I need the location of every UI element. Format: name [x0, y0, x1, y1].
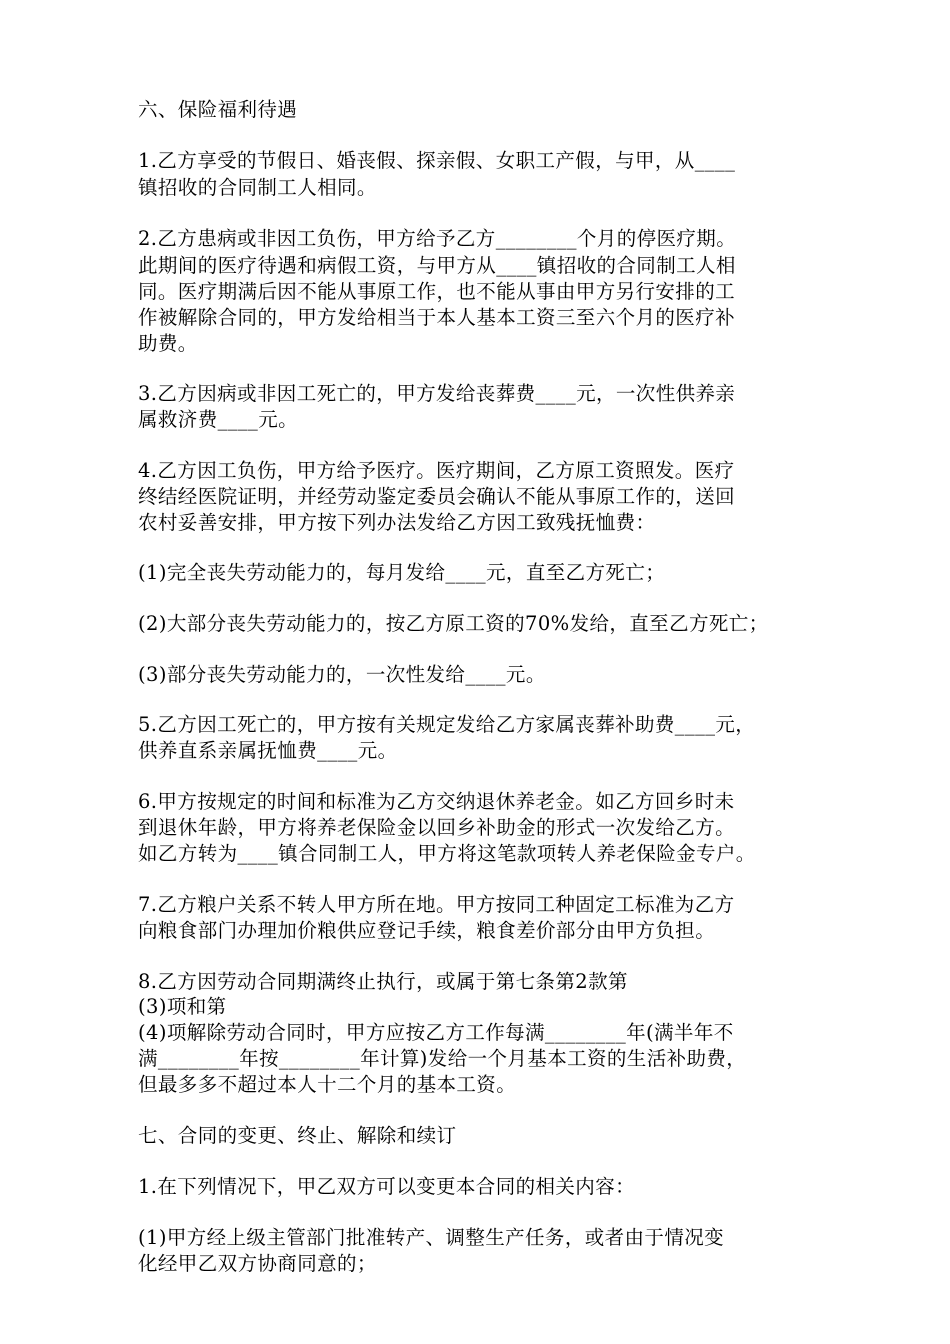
clause-7-line-1: 7.乙方粮户关系不转人甲方所在地。甲方按同工种固定工标准为乙方: [138, 893, 735, 916]
clause-1-line-2: 镇招收的合同制工人相同。: [138, 176, 377, 199]
clause-4-line-3: 农村妥善安排，甲方按下列办法发给乙方因工致残抚恤费：: [138, 511, 656, 534]
clause-4-item-3: (3)部分丧失劳动能力的，一次性发给____元。: [138, 663, 546, 686]
clause-5-line-2: 供养直系亲属抚恤费____元。: [138, 739, 398, 762]
clause-3-line-1: 3.乙方因病或非因工死亡的，甲方发给丧葬费____元，一次性供养亲: [138, 382, 736, 405]
clause-6-line-3: 如乙方转为____镇合同制工人，甲方将这笔款项转人养老保险金专户。: [138, 842, 756, 865]
change-item-1-line-1: (1)甲方经上级主管部门批准转产、调整生产任务，或者由于情况变: [138, 1226, 725, 1249]
clause-7-line-2: 向粮食部门办理加价粮供应登记手续，粮食差价部分由甲方负担。: [138, 919, 716, 942]
section-heading: 七、合同的变更、终止、解除和续订: [138, 1124, 457, 1147]
clause-2-line-4: 作被解除合同的，甲方发给相当于本人基本工资三至六个月的医疗补: [138, 306, 736, 329]
clause-6-line-1: 6.甲方按规定的时间和标准为乙方交纳退休养老金。如乙方回乡时未: [138, 790, 735, 813]
clause-5-line-1: 5.乙方因工死亡的，甲方按有关规定发给乙方家属丧葬补助费____元，: [138, 713, 756, 736]
section-heading: 六、保险福利待遇: [138, 98, 298, 121]
change-clause-1: 1.在下列情况下，甲乙双方可以变更本合同的相关内容：: [138, 1175, 636, 1198]
clause-4-line-1: 4.乙方因工负伤，甲方给予医疗。医疗期间，乙方原工资照发。医疗: [138, 459, 735, 482]
clause-3-line-2: 属救济费____元。: [138, 408, 299, 431]
clause-4-item-1: (1)完全丧失劳动能力的，每月发给____元，直至乙方死亡；: [138, 561, 666, 584]
clause-1-line-1: 1.乙方享受的节假日、婚丧假、探亲假、女职工产假，与甲，从____: [138, 149, 736, 172]
clause-2-line-5: 助费。: [138, 332, 198, 355]
clause-8-line-1: 8.乙方因劳动合同期满终止执行，或属于第七条第2款第: [138, 970, 628, 993]
clause-2-line-2: 此期间的医疗待遇和病假工资，与甲方从____镇招收的合同制工人相: [138, 254, 736, 277]
clause-4-item-2: (2)大部分丧失劳动能力的，按乙方原工资的70%发给，直至乙方死亡；: [138, 612, 769, 635]
clause-2-line-3: 同。医疗期满后因不能从事原工作，也不能从事由甲方另行安排的工: [138, 280, 736, 303]
change-item-1-line-2: 化经甲乙双方协商同意的；: [138, 1252, 377, 1275]
clause-8-line-5: 但最多多不超过本人十二个月的基本工资。: [138, 1073, 517, 1096]
clause-8-line-2: (3)项和第: [138, 995, 227, 1018]
clause-2-line-1: 2.乙方患病或非因工负伤，甲方给予乙方________个月的停医疗期。: [138, 227, 737, 250]
clause-4-line-2: 终结经医院证明，并经劳动鉴定委员会确认不能从事原工作的，送回: [138, 485, 736, 508]
clause-6-line-2: 到退休年龄，甲方将养老保险金以回乡补助金的形式一次发给乙方。: [138, 816, 736, 839]
clause-8-line-3: (4)项解除劳动合同时，甲方应按乙方工作每满________年(满半年不: [138, 1021, 734, 1044]
clause-8-line-4: 满________年按________年计算)发给一个月基本工资的生活补助费，: [138, 1047, 747, 1070]
